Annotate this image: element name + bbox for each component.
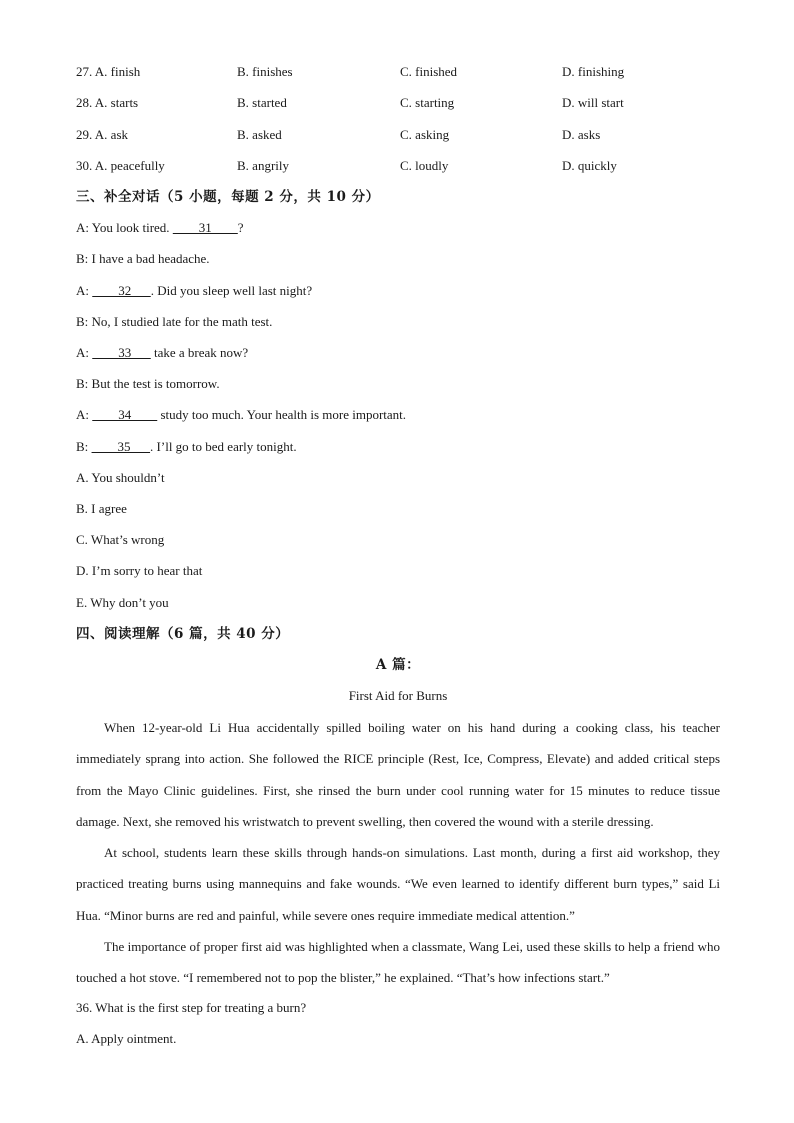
option-28-a: 28. A. starts bbox=[76, 95, 139, 110]
passage-paragraph-1: When 12-year-old Li Hua accidentally spilled boiling water on his hand during a cooking class, his teacher immediately sprang into action. She followed the RICE principle (Rest, Ice, Compress, Elevate) and added critical steps from the Mayo Clinic guidelines. First, she rinsed the burn under cool running water for 15 minutes to reduce tissue damage. Next, she removed his wristwatch to prevent swelling, then covered the wound with a sterile dressing. bbox=[76, 720, 720, 829]
question-36-option-a: A. Apply ointment. bbox=[76, 1031, 177, 1046]
option-29-c: C. asking bbox=[400, 127, 450, 142]
choice-d: D. I’m sorry to hear that bbox=[76, 563, 203, 578]
dialogue-line-1 bbox=[76, 219, 244, 237]
dialogue-speaker-text: A: bbox=[76, 345, 93, 360]
option-29-d: D. asks bbox=[562, 127, 601, 142]
option-30-b: B. angrily bbox=[237, 158, 289, 173]
option-28-b: B. started bbox=[237, 95, 287, 110]
option-row-29 bbox=[76, 126, 720, 144]
passage-label: A 篇： bbox=[375, 657, 421, 673]
dialogue-speaker-text: A: bbox=[76, 407, 93, 422]
blank-32: 32 bbox=[92, 283, 151, 298]
dialogue-line-5 bbox=[76, 344, 248, 362]
choice-c: C. What’s wrong bbox=[76, 532, 165, 547]
section-3-heading: 三、补全对话（5 小题，每题 2 分，共 10 分） bbox=[76, 189, 380, 205]
option-row-30 bbox=[76, 157, 720, 175]
blank-31: 31 bbox=[172, 220, 238, 235]
dialogue-line-2: B: I have a bad headache. bbox=[76, 251, 210, 266]
option-row-27 bbox=[76, 63, 720, 81]
blank-35: 35 bbox=[91, 439, 151, 454]
blank-33: 33 bbox=[92, 345, 151, 360]
dialogue-text: study too much. Your health is more important. bbox=[157, 407, 407, 422]
option-27-d: D. finishing bbox=[562, 64, 625, 79]
question-36: 36. What is the first step for treating a burn? bbox=[76, 1000, 307, 1015]
choice-a: A. You shouldn’t bbox=[76, 470, 165, 485]
dialogue-speaker-text: A: bbox=[76, 283, 93, 298]
option-28-d: D. will start bbox=[562, 95, 624, 110]
dialogue-line-6: B: But the test is tomorrow. bbox=[76, 376, 220, 391]
option-28-c: C. starting bbox=[400, 95, 455, 110]
choice-e: E. Why don’t you bbox=[76, 595, 169, 610]
option-row-28 bbox=[76, 94, 720, 112]
dialogue-line-4: B: No, I studied late for the math test. bbox=[76, 314, 273, 329]
dialogue-text: . I’ll go to bed early tonight. bbox=[150, 439, 297, 454]
blank-34: 34 bbox=[92, 407, 158, 422]
passage-body bbox=[76, 712, 720, 994]
option-27-a: 27. A. finish bbox=[76, 64, 141, 79]
passage-paragraph-2: At school, students learn these skills through hands-on simulations. Last month, during a first aid workshop, they practiced treating burns using mannequins and fake wounds. “We even learned to identify different burn types,” said Li Hua. “Minor burns are red and painful, while severe ones require immediate medical attention.” bbox=[76, 845, 720, 923]
dialogue-text: ? bbox=[237, 220, 244, 235]
option-30-a: 30. A. peacefully bbox=[76, 158, 165, 173]
option-29-a: 29. A. ask bbox=[76, 127, 128, 142]
dialogue-line-7 bbox=[76, 406, 406, 424]
dialogue-text: take a break now? bbox=[150, 345, 249, 360]
dialogue-line-8 bbox=[76, 438, 297, 456]
option-30-d: D. quickly bbox=[562, 158, 617, 173]
option-27-c: C. finished bbox=[400, 64, 458, 79]
choice-b: B. I agree bbox=[76, 501, 127, 516]
dialogue-speaker-text: B: bbox=[76, 439, 92, 454]
option-29-b: B. asked bbox=[237, 127, 282, 142]
passage-title: First Aid for Burns bbox=[348, 688, 448, 703]
section-4-heading: 四、阅读理解（6 篇，共 40 分） bbox=[76, 626, 290, 642]
passage-paragraph-3: The importance of proper first aid was highlighted when a classmate, Wang Lei, used these skills to help a friend who touched a hot stove. “I remembered not to pop the blister,” he explained. “That’s how infections start.” bbox=[76, 939, 720, 986]
dialogue-text: . Did you sleep well last night? bbox=[150, 283, 313, 298]
dialogue-speaker-text: A: You look tired. bbox=[76, 220, 173, 235]
dialogue-line-3 bbox=[76, 282, 312, 300]
option-27-b: B. finishes bbox=[237, 64, 293, 79]
option-30-c: C. loudly bbox=[400, 158, 449, 173]
